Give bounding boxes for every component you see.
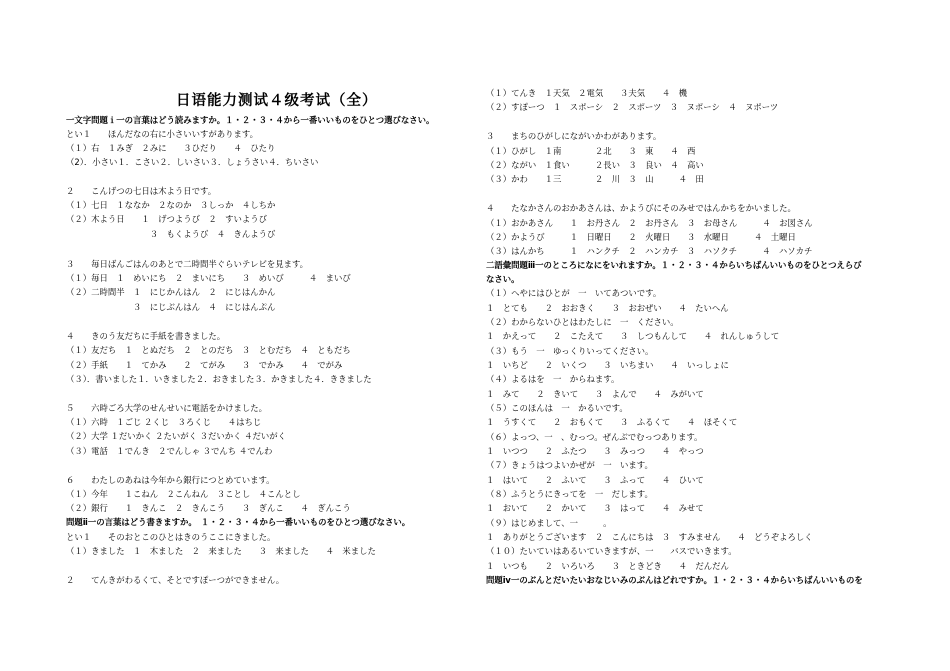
answer-line: （２）木よう日 １ げつようび ２ すいようび bbox=[66, 214, 267, 224]
answer-line: （２）ながい １食い ２長い ３ 良い ４ 高い bbox=[486, 160, 704, 170]
question-line: （９）はじめまして、一 。 bbox=[486, 518, 612, 528]
answer-line: （１）きました １ 木ました ２ 来ました ３ 来ました ４ 米ました bbox=[66, 546, 376, 556]
answer-line: １ とても ２ おおきく ３ おおぜい ４ たいへん bbox=[486, 303, 729, 313]
answer-line: １ いつも ２ いろいろ ３ ときどき ４ だんだん bbox=[486, 561, 729, 571]
question-line: （２）わからないひとはわたしに 一 ください。 bbox=[486, 317, 679, 327]
answer-line: （１）ひがし １南 ２北 ３ 東 ４ 西 bbox=[486, 146, 696, 156]
question-line: ６ わたしのあねは今年から銀行につとめています。 bbox=[66, 475, 275, 485]
question-line: （１）へやにはひとが 一 いてあついです。 bbox=[486, 288, 662, 298]
answer-line: （１）今年 １こねん ２こんねん ３ことし ４こんとし bbox=[66, 489, 301, 499]
section-heading: 一文字問題ｉ一の言葉はどう読みますか。１・２・３・４から一番いいものをひとつ選びなさい。 bbox=[66, 115, 435, 125]
answer-line: １ みて ２ きいて ３ よんで ４ みがいて bbox=[486, 389, 704, 399]
question-line: （６）よっつ、一 、むっつ。ぜんぶでむっつあります。 bbox=[486, 432, 703, 442]
question-line: （４）よるはを 一 からねます。 bbox=[486, 374, 620, 384]
answer-line: ３ にじぶんはん ４ にじはんぷん bbox=[66, 302, 276, 312]
question-line: （１０）たいていはあるいていきますが、一 バスでいきます。 bbox=[486, 546, 737, 556]
question-line: ５ 六時ごろ大学のせんせいに電話をかけました。 bbox=[66, 403, 267, 413]
question-line: （３）もう 一 ゆっくりいってください。 bbox=[486, 346, 654, 356]
question-line: ３ 毎日ばんごはんのあとで二時間半ぐらいテレビを見ます。 bbox=[66, 259, 309, 269]
answer-line: ３ もくようび ４ きんようび bbox=[66, 229, 276, 239]
answer-line: （１）友だち １ とぬだち ２ とのだち ３ とむだち ４ ともだち bbox=[66, 345, 351, 355]
answer-line: １ おいて ２ かいて ３ はって ４ みせて bbox=[486, 503, 704, 513]
answer-line: （３）かわ １三 ２ 川 ３ 山 ４ 田 bbox=[486, 174, 704, 184]
answer-line: （３）はんかち １ ハンクチ ２ ハンカチ ３ ハソクチ ４ ハソカチ bbox=[486, 246, 813, 256]
answer-line: １ いつつ ２ ふたつ ３ みっつ ４ やっつ bbox=[486, 446, 704, 456]
question-line: とい１ ほんだなの右に小さいいすがあります。 bbox=[66, 129, 258, 139]
question-line: ２ てんきがわるくて、そとですぽーつができません。 bbox=[66, 575, 285, 585]
question-line: ２ こんげつの七日は木よう日です。 bbox=[66, 186, 217, 196]
answer-line: （２）手紙 １ てかみ ２ てがみ ３ でかみ ４ でがみ bbox=[66, 360, 343, 370]
answer-line: （２）すぽーつ １ スポーシ ２ スポーツ ３ ヌポーシ ４ ヌポーツ bbox=[486, 102, 779, 112]
answer-line: （３）．書いました１．いきました２．おきました３．かきました４．ききました bbox=[66, 374, 372, 384]
answer-line: （１）七日 １ななか ２なのか ３しっか ４しちか bbox=[66, 200, 276, 210]
document-title: 日语能力测试４级考试（全） bbox=[176, 93, 378, 109]
question-line: （８）ふうとうにきってを 一 だします。 bbox=[486, 489, 653, 499]
question-line: とい１ そのおとこのひとはきのうここにきました。 bbox=[66, 532, 276, 542]
answer-line: １ うすくて ２ おもくて ３ ふるくて ４ ほそくて bbox=[486, 417, 738, 427]
answer-line: １ かえって ２ こたえて ３ しつもんして ４ れんしゅうして bbox=[486, 331, 780, 341]
question-line: ４ たなかさんのおかあさんは、かようびにそのみせではんかちをかいました。 bbox=[486, 203, 796, 213]
answer-line: （２）銀行 １ きんこ ２ きんこう ３ ぎんこ ４ ぎんこう bbox=[66, 503, 351, 513]
answer-line: （１）毎日 １ めいにち ２ まいにち ３ めいび ４ まいび bbox=[66, 273, 351, 283]
answer-line: （2）．小さい１．こさい２．しいさい３．しょうさい４．ちいさい bbox=[66, 157, 319, 167]
section-heading: 問題ⅳ一のぶんとだいたいおなじいみのぶんはどれですか。１・２・３・４からいちばんいいものを bbox=[486, 575, 863, 585]
answer-line: （１）右 １みぎ ２みに ３ひだり ４ ひたり bbox=[66, 143, 276, 153]
section-heading-cont: なさい。 bbox=[486, 274, 520, 284]
question-line: （５）このほんは 一 かるいです。 bbox=[486, 403, 628, 413]
section-heading: 問題ⅱ一の言葉はどう書きますか。 １・２・３・４から一番いいものをひとつ選びなさい。 bbox=[66, 517, 411, 527]
answer-line: （１）六時 １ごじ ２くじ ３ろくじ ４はちじ bbox=[66, 417, 262, 427]
answer-line: １ はいて ２ ふいて ３ ふって ４ ひいて bbox=[486, 475, 704, 485]
answer-line: １ いちど ２ いくつ ３ いちまい ４ いっしょに bbox=[486, 360, 729, 370]
question-line: ４ きのう友だちに手紙を書きました。 bbox=[66, 331, 226, 341]
answer-line: （２）大学 １だいかく ２たいがく ３だいかく ４だいがく bbox=[66, 431, 287, 441]
question-line: ３ まちのひがしにながいかわがあります。 bbox=[486, 131, 662, 141]
answer-line: （２）かようび １ 日曜日 ２ 火曜日 ３ 水曜日 ４ 土曜日 bbox=[486, 232, 796, 242]
answer-line: （３）電話 １でんき ２でんしゃ ３でんち ４でんわ bbox=[66, 446, 273, 456]
answer-line: １ ありがとうございます ２ こんにちは ３ すみません ４ どうぞよろしく bbox=[486, 532, 813, 542]
answer-line: （２）二時間半 １ にじかんはん ２ にじはんかん bbox=[66, 287, 276, 297]
question-line: （７）きょうはつよいかぜが 一 います。 bbox=[486, 460, 653, 470]
answer-line: （１）おかあさん １ お丹さん ２ お丹さん ３ お母さん ４ お図さん bbox=[486, 218, 813, 228]
answer-line: （１）てんき １天気 ２電気 ３夫気 ４ 機 bbox=[486, 88, 687, 98]
section-heading: 二語彙問題ⅲ一のところになにをいれますか。１・２・３・４からいちばんいいものをひとつえらび bbox=[486, 260, 862, 270]
